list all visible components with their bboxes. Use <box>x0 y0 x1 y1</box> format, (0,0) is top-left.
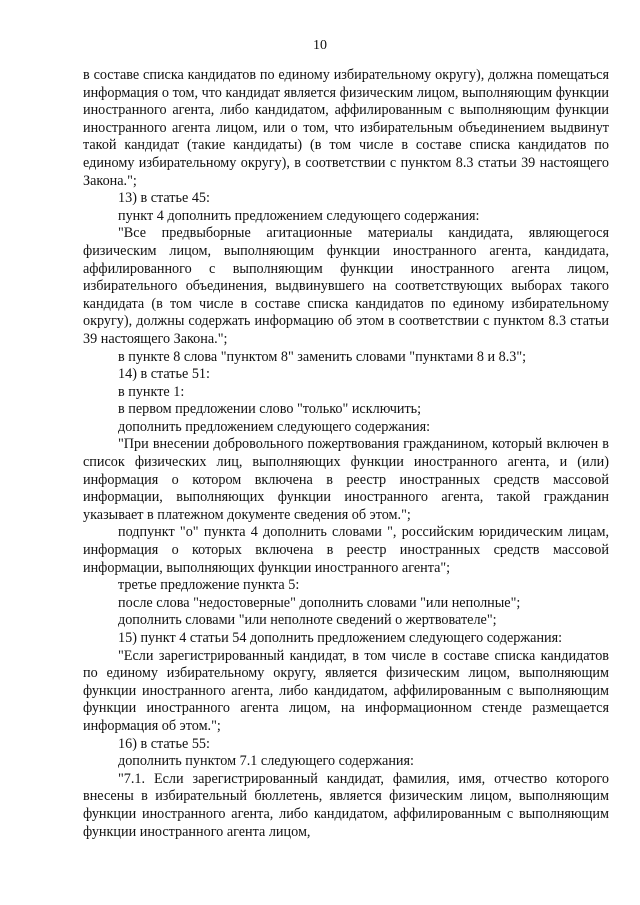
paragraph-instruction: дополнить пунктом 7.1 следующего содержания: <box>118 753 414 770</box>
paragraph-quote: "При внесении добровольного пожертвования гражданином, который включен в список физических лиц, выполняющих функции иностранного агента, и (или) информация о котором включена в реестр иностранных средств массовой информации, выполняющих функции иностранного агента, такой гражданин указывает в платежном документе сведения об этом."; <box>83 436 609 523</box>
paragraph-quote: "Все предвыборные агитационные материалы кандидата, являющегося физическим лицом, выполняющим функции иностранного агента, кандидата, аффилированного с выполняющим функции иностранного агента лицом, избирательного объединения, выдвинувшего на соответствующих выборах такого кандидата (в том числе в составе списка кандидатов по единому избирательному округу), должны содержать информацию об этом в соответствии с пунктом 8.3 статьи 39 настоящего Закона."; <box>83 225 609 347</box>
paragraph-instruction: после слова "недостоверные" дополнить словами "или неполные"; <box>118 594 521 611</box>
paragraph-instruction: в пункте 8 слова "пунктом 8" заменить словами "пунктами 8 и 8.3"; <box>118 348 527 365</box>
paragraph-item-15: 15) пункт 4 статьи 54 дополнить предложением следующего содержания: <box>118 630 563 646</box>
paragraph-instruction: пункт 4 дополнить предложением следующего содержания: <box>118 207 480 224</box>
paragraph-instruction: дополнить предложением следующего содержания: <box>118 418 431 435</box>
paragraph-continuation: в составе списка кандидатов по единому избирательному округу), должна помещаться информация о том, что кандидат является физическим лицом, выполняющим функции иностранного агента, либо кандидатом, аффилированным с выполняющим функции иностранного агента лицом, или о том, что избирательным объединением выдвинут такой кандидат (такие кандидаты) (в том числе в составе списка кандидатов по единому избирательному округу), в соответствии с пунктом 8.3 статьи 39 настоящего Закона."; <box>83 67 609 189</box>
document-body <box>83 67 609 841</box>
paragraph-instruction: дополнить словами "или неполноте сведений о жертвователе"; <box>118 612 497 629</box>
paragraph-instruction: третье предложение пункта 5: <box>118 577 300 594</box>
paragraph-instruction: в первом предложении слово "только" исключить; <box>118 401 422 418</box>
paragraph-instruction: в пункте 1: <box>118 383 185 400</box>
paragraph-quote-continues: "7.1. Если зарегистрированный кандидат, фамилия, имя, отчество которого внесены в избирательный бюллетень, является физическим лицом, выполняющим функции иностранного агента, либо кандидатом, аффилированным с выполняющим функции иностранного агента лицом, <box>83 770 609 840</box>
paragraph-quote: "Если зарегистрированный кандидат, в том числе в составе списка кандидатов по единому избирательному округу, является физическим лицом, выполняющим функции иностранного агента, либо кандидатом, аффилированным с выполняющим функции иностранного агента лицом, на информационном стенде размещается информация об этом."; <box>83 647 609 734</box>
paragraph-instruction: подпункт "о" пункта 4 дополнить словами ", российским юридическим лицам, информация о которых включена в реестр иностранных средств массовой информации, выполняющих функции иностранного агента"; <box>83 524 609 576</box>
paragraph-item-13: 13) в статье 45: <box>118 190 210 207</box>
paragraph-item-14: 14) в статье 51: <box>118 366 210 383</box>
page-number: 10 <box>313 38 327 53</box>
paragraph-item-16: 16) в статье 55: <box>118 735 210 752</box>
